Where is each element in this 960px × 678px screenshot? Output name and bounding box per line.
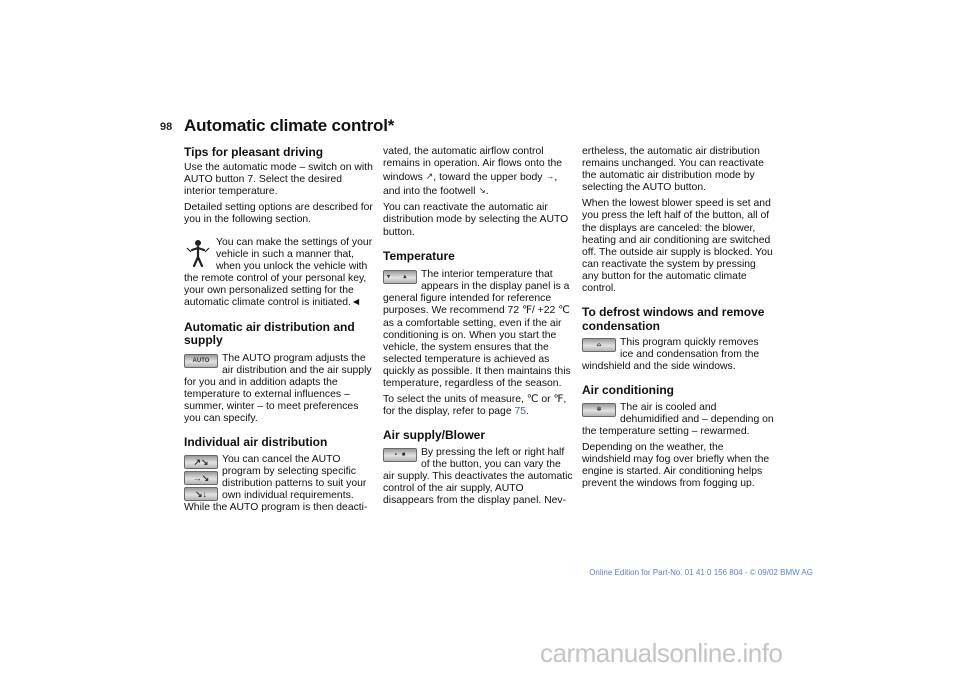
heading-auto-distribution: Automatic air distribution and supply <box>184 319 355 348</box>
page-link[interactable]: 75 <box>514 406 527 418</box>
heading-air-supply: Air supply/Blower <box>383 428 486 443</box>
nevertheless-paragraph: ertheless, the automatic air distribution remains unchanged. You can reactivate the automatic air distribution mode by selecting the AUTO button. <box>582 146 764 194</box>
airflow-paragraph: vated, the automatic airflow control remains in operation. Air flows onto the windows ↗, toward the upper body →, and into the footwell ↘. <box>383 146 563 198</box>
defrost-paragraph: ⌓ This program quickly removes ice and condensation from the windshield and the side windows. <box>582 337 760 373</box>
heading-tips: Tips for pleasant driving <box>184 145 324 159</box>
page-number: 98 <box>160 121 173 133</box>
watermark: carmanualsonline.info <box>540 638 783 668</box>
heading-defrost: To defrost windows and remove condensation <box>582 305 765 333</box>
column-1 <box>184 146 376 518</box>
ac-paragraph-1: ✲ The air is cooled and dehumidified and – depending on the temperature setting – rewarmed. <box>582 401 774 438</box>
column-2 <box>383 146 575 511</box>
page-title: Automatic climate control* <box>184 116 395 135</box>
tips-paragraph-2: Detailed setting options are described for you in the following section. <box>184 201 373 225</box>
units-paragraph: To select the units of measure, ℃ or ℉, for the display, refer to page 75. <box>383 394 567 418</box>
tips-paragraph-1: Use the automatic mode – switch on with AUTO button 7. Select the desired interior temperature. <box>184 161 373 197</box>
ac-button-icon: ✲ <box>582 403 616 417</box>
temperature-button-icon: ▾ ▴ <box>383 270 417 284</box>
person-icon <box>184 238 212 268</box>
heading-individual-distribution: Individual air distribution <box>184 435 328 450</box>
individual-paragraph: ↗↘ →↘ ↘↓ You can cancel the AUTO program by selecting specific distribution patterns to suit your own individual requirements. While the AUTO program is then deacti- <box>184 453 368 513</box>
column-3 <box>582 146 774 495</box>
upper-body-airflow-icon: → <box>545 171 555 182</box>
blower-button-icon: ▪ ■ <box>383 448 417 462</box>
footer-edition: Online Edition for Part-No. 01 41 0 156 804 - © 09/02 BMW AG <box>589 568 813 577</box>
footwell-airflow-icon: ↘ <box>478 185 486 196</box>
windows-airflow-icon: ↗ <box>425 171 434 182</box>
air-supply-paragraph: ▪ ■ By pressing the left or right half of the button, you can vary the air supply. This deactivates the automatic control of the air supply, AUTO disappears from the display panel. Nev- <box>383 446 573 507</box>
air-distribution-button-icon: ↗↘ →↘ ↘↓ <box>184 455 218 501</box>
ac-paragraph-2: Depending on the weather, the windshield may fog over briefly when the engine is started. Air conditioning helps prevent the windows from fogging up. <box>582 442 770 490</box>
reactivate-paragraph: You can reactivate the automatic air distribution mode by selecting the AUTO button. <box>383 202 569 238</box>
auto-paragraph: AUTO The AUTO program adjusts the air distribution and the air supply for you and in addition adapts the temperature to external influences – summer, winter – to meet preferences you can specify. <box>184 352 372 424</box>
auto-button-icon: AUTO <box>184 354 218 368</box>
personal-key-note: You can make the settings of your vehicle in such a manner that, when you unlock the vehicle with the remote control of your personal key, your own personalized setting for the automatic climate control is initiated.◄ <box>184 236 373 309</box>
temperature-paragraph: ▾ ▴ The interior temperature that appears in the display panel is a general figure intended for reference purposes. We recommend 72 ℉/ +22 ℃ as a comfortable setting, even if the air conditioning is on. When you start the vehicle, the system ensures that the selected temperature is achieved as quickly as possible. It then maintains this temperature, regardless of the season. <box>383 269 571 389</box>
heading-temperature: Temperature <box>383 248 455 263</box>
lowest-speed-paragraph: When the lowest blower speed is set and you press the left half of the button, all of the displays are canceled: the blower, heating and air conditioning are switched off. The outside air supply is blocked. You can reactivate the system by pressing any button for the automatic climate control. <box>582 198 773 295</box>
defrost-button-icon: ⌓ <box>582 338 616 352</box>
heading-air-conditioning: Air conditioning <box>582 383 674 398</box>
